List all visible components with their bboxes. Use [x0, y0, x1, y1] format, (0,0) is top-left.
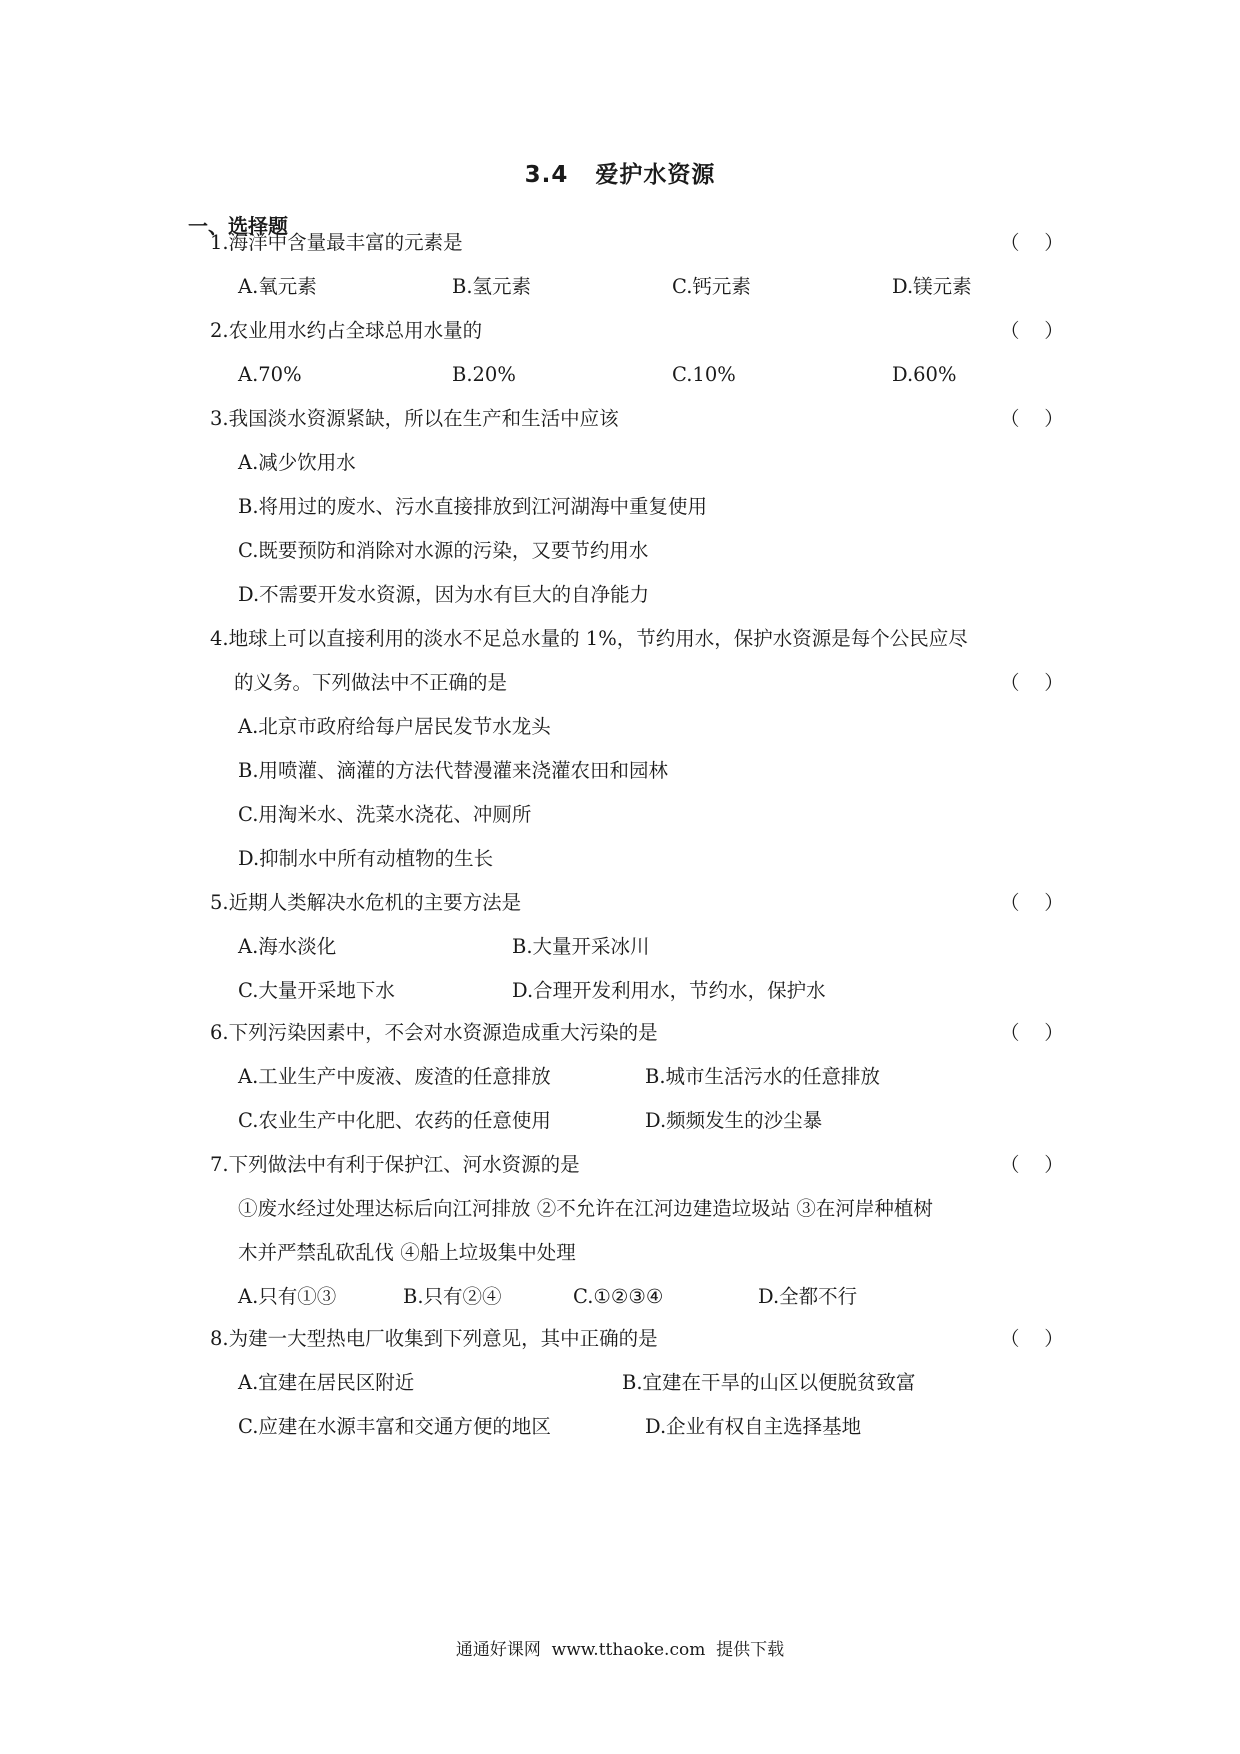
question-1-option-a: A.氧元素 — [238, 275, 317, 298]
question-6-option-d: D.频频发生的沙尘暴 — [645, 1109, 823, 1132]
question-3-option-d: D.不需要开发水资源，因为水有巨大的自净能力 — [238, 583, 650, 606]
question-7-option-a: A.只有①③ — [238, 1285, 337, 1308]
question-1-option-d: D.镁元素 — [892, 275, 972, 298]
question-2-option-c: C.10% — [672, 363, 736, 386]
question-4-option-c: C.用淘米水、洗菜水浇花、冲厕所 — [238, 803, 532, 826]
question-6-stem: 6.下列污染因素中，不会对水资源造成重大污染的是 — [210, 1021, 658, 1044]
question-7-statements-continued: 木并严禁乱砍乱伐 ④船上垃圾集中处理 — [238, 1241, 576, 1264]
question-2-option-b: B.20% — [452, 363, 516, 386]
question-4-option-d: D.抑制水中所有动植物的生长 — [238, 847, 494, 870]
question-5-option-a: A.海水淡化 — [238, 935, 337, 958]
question-1-option-b: B.氢元素 — [452, 275, 532, 298]
question-6-option-a: A.工业生产中废液、废渣的任意排放 — [238, 1065, 551, 1088]
question-3-option-c: C.既要预防和消除对水源的污染，又要节约用水 — [238, 539, 649, 562]
question-7-stem: 7.下列做法中有利于保护江、河水资源的是 — [210, 1153, 580, 1176]
question-7-option-d: D.全都不行 — [758, 1285, 858, 1308]
question-6-answer-bracket: （ ） — [1000, 1021, 1064, 1044]
page-footer: 通通好课网 www.tthaoke.com 提供下载 — [455, 1640, 785, 1660]
page-title: 3.4 爱护水资源 — [524, 162, 716, 188]
question-4-option-a: A.北京市政府给每户居民发节水龙头 — [238, 715, 551, 738]
question-2-option-a: A.70% — [238, 363, 302, 386]
question-7-option-b: B.只有②④ — [403, 1285, 502, 1308]
question-8-option-d: D.企业有权自主选择基地 — [645, 1415, 862, 1438]
question-8-option-c: C.应建在水源丰富和交通方便的地区 — [238, 1415, 551, 1438]
question-1-stem: 1.海洋中含量最丰富的元素是 — [210, 231, 463, 254]
question-2-answer-bracket: （ ） — [1000, 319, 1064, 342]
question-4-option-b: B.用喷灌、滴灌的方法代替漫灌来浇灌农田和园林 — [238, 759, 669, 782]
question-4-answer-bracket: （ ） — [1000, 671, 1064, 694]
section-heading: 一、选择题 — [188, 214, 288, 238]
question-1-option-c: C.钙元素 — [672, 275, 751, 298]
question-6-option-c: C.农业生产中化肥、农药的任意使用 — [238, 1109, 551, 1132]
question-6-option-b: B.城市生活污水的任意排放 — [645, 1065, 881, 1088]
question-5-option-c: C.大量开采地下水 — [238, 979, 395, 1002]
question-8-answer-bracket: （ ） — [1000, 1327, 1064, 1350]
question-2-stem: 2.农业用水约占全球总用水量的 — [210, 319, 483, 342]
question-3-stem: 3.我国淡水资源紧缺，所以在生产和生活中应该 — [210, 407, 619, 430]
question-4-stem: 4.地球上可以直接利用的淡水不足总水量的 1%，节约用水，保护水资源是每个公民应尽 — [210, 627, 968, 650]
question-8-stem: 8.为建一大型热电厂收集到下列意见，其中正确的是 — [210, 1327, 658, 1350]
question-7-statements: ①废水经过处理达标后向江河排放 ②不允许在江河边建造垃圾站 ③在河岸种植树 — [238, 1197, 933, 1220]
question-5-option-d: D.合理开发利用水，节约水，保护水 — [512, 979, 826, 1002]
question-2-option-d: D.60% — [892, 363, 957, 386]
question-5-answer-bracket: （ ） — [1000, 891, 1064, 914]
question-7-answer-bracket: （ ） — [1000, 1153, 1064, 1176]
question-8-option-a: A.宜建在居民区附近 — [238, 1371, 415, 1394]
question-5-option-b: B.大量开采冰川 — [512, 935, 650, 958]
question-7-option-c: C.①②③④ — [573, 1285, 664, 1308]
question-1-answer-bracket: （ ） — [1000, 231, 1064, 254]
question-4-stem-continued: 的义务。下列做法中不正确的是 — [234, 671, 508, 694]
question-3-option-b: B.将用过的废水、污水直接排放到江河湖海中重复使用 — [238, 495, 708, 518]
question-3-option-a: A.减少饮用水 — [238, 451, 356, 474]
question-3-answer-bracket: （ ） — [1000, 407, 1064, 430]
question-8-option-b: B.宜建在干旱的山区以便脱贫致富 — [622, 1371, 916, 1394]
question-5-stem: 5.近期人类解决水危机的主要方法是 — [210, 891, 522, 914]
